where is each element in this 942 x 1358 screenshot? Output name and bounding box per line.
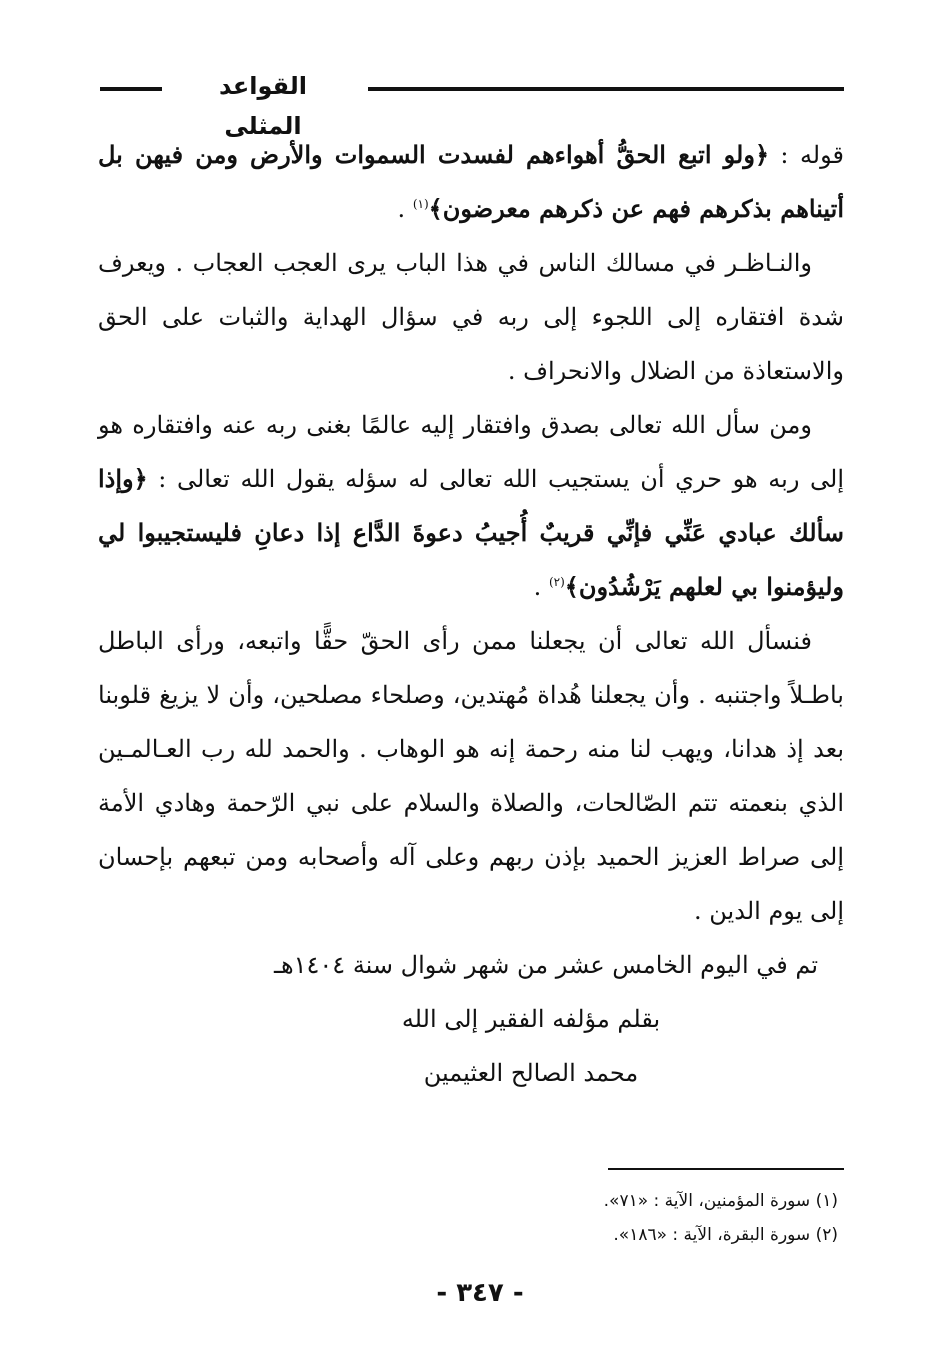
header-rule-left	[100, 87, 162, 91]
footnote-divider	[608, 1168, 844, 1170]
running-header-title: القواعد المثلى	[218, 72, 308, 140]
paragraph-verse-2	[98, 398, 844, 614]
paragraph-end-3: .	[533, 573, 549, 601]
footnote-2: (٢) سورة البقرة، الآية : «١٨٦».	[613, 1225, 838, 1245]
main-text	[98, 128, 844, 1100]
paragraph-3-text: ومن سأل الله تعالى بصدق وافتقار إليه عالمًا بغنى ربه عنه وافتقاره هو إلى ربه هو حري أن يستجيب الله تعالى له سؤله يقول الله تعالى :	[98, 411, 844, 493]
footnotes	[338, 1184, 838, 1252]
completion-date: تم في اليوم الخامس عشر من شهر شوال سنة ١٤٠٤هـ	[273, 951, 819, 979]
quran-verse-2: ﴿وإذا سألك عبادي عَنِّي فإنِّي قريبٌ أُجيبُ دعوةَ الدَّاع إذا دعانِ فليستجيبوا لي وليؤمنوا بي لعلهم يَرْشُدُون﴾	[98, 464, 844, 601]
paragraph-4: فنسأل الله تعالى أن يجعلنا ممن رأى الحقّ حقًّا واتبعه، ورأى الباطل باطـلاً واجتنبه . وأن يجعلنا هُداة مُهتدين، وصلحاء مصلحين، وأن لا يزيغ قلوبنا بعد إذ هدانا، ويهب لنا منه رحمة إنه هو الوهاب . والحمد لله رب العـالمـين الذي بنعمته تتم الصّالحات، والصلاة والسلام على نبي الرّحمة وهادي الأمة إلى صراط العزيز الحميد بإذن ربهم وعلى آله وأصحابه ومن تبعهم بإحسان إلى يوم الدين .	[98, 627, 844, 925]
page-number: - ٣٤٧ -	[436, 1278, 524, 1308]
footnote-ref-2: (٢)	[548, 575, 565, 589]
author-name: محمد الصالح العثيمين	[423, 1059, 639, 1087]
paragraph-2: والنـاظـر في مسالك الناس في هذا الباب يرى العجب العجاب . ويعرف شدة افتقاره إلى اللجوء إلى ربه في سؤال الهداية والثبات على الحق والاستعاذة من الضلال والانحراف .	[98, 249, 844, 385]
running-header	[100, 66, 844, 140]
author-pen-line: بقلم مؤلفه الفقير إلى الله	[401, 1005, 661, 1033]
verse-intro: قوله :	[769, 141, 844, 169]
footnote-1: (١) سورة المؤمنين، الآية : «٧١».	[603, 1191, 838, 1211]
paragraph-verse-1	[98, 128, 844, 236]
paragraph-end-1: .	[397, 195, 413, 223]
header-rule-right	[368, 87, 844, 91]
quran-verse-1: ﴿ولو اتبع الحقُّ أهواءهم لفسدت السموات والأرض ومن فيهن بل أتيناهم بذكرهم فهم عن ذكرهم معرضون﴾	[98, 140, 844, 223]
footnote-ref-1: (١)	[412, 197, 429, 211]
